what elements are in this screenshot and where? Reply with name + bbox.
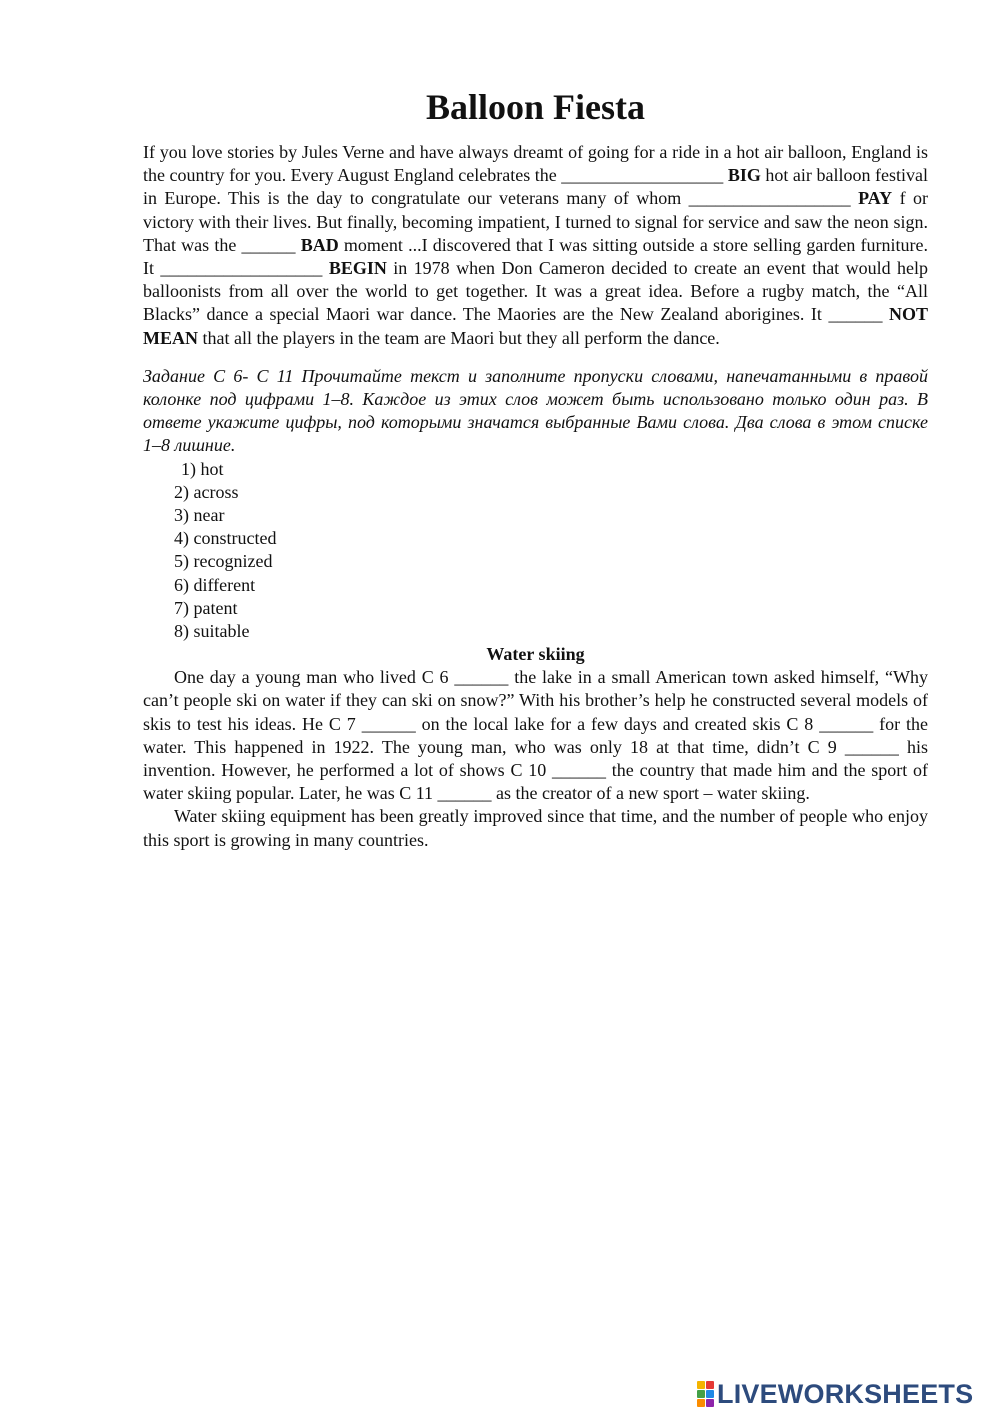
word-option: 2) across [174,481,239,502]
balloon-fiesta-title: Balloon Fiesta [425,87,645,127]
text-segment: moment ...I discovered that I was sitting outside a store selling garden furniture. It __________________ [143,234,929,279]
text-segment: f or victory with their lives. But finally, becoming impatient, I turned to signal for service and saw the neon sign. That was the ______ [143,188,928,255]
word-option: 5) recognized [174,551,273,572]
task-instructions: Задание С 6- С 11 Прочитайте текст и заполните пропуски словами, напечатанными в правой колонке под цифрами 1–8. Каждое из этих слов может быть использовано только один раз. В ответе укажите цифры, под которыми значатся выбранные Вами слова. Два слова в этом списке 1–8 лишние. [143,365,928,456]
word-option: 1) hot [181,458,224,479]
word-option: 8) suitable [174,621,250,642]
liveworksheets-logo [697,1378,973,1410]
word-option: 4) constructed [174,528,277,549]
word-options-list [143,458,928,644]
keyword-bad: BAD [300,234,339,255]
text-segment: hot air balloon festival in Europe. This is the day to congratulate our veterans many of whom __________________ [143,165,928,209]
liveworksheets-logo-text: LIVEWORKSHEETS [717,1378,974,1409]
text-segment: in 1978 when Don Cameron decided to create an event that would help balloonists from all over the world to get together. It was a great idea. Before a rugby match, the “All Blacks” dance a special Maori war dance. The Maories are the New Zealand aborigines. It ______ [143,258,928,325]
word-option: 6) different [174,574,256,595]
word-option: 3) near [174,505,225,526]
water-skiing-paragraph-1: One day a young man who lived C 6 ______ the lake in a small American town asked himself, “Why can’t people ski on water if they can ski on snow?” With his brother’s help he constructed several models of skis to test his ideas. He C 7 ______ on the local lake for a few days and created skis C 8 ______ for the water. This happened in 1922. The young man, who was only 18 at that time, didn’t C 9 ______ his invention. However, he performed a lot of shows C 10 ______ the country that made him and the sport of water skiing popular. Later, he was C 11 ______ as the creator of a new sport – water skiing. [143,667,928,804]
worksheet-page [143,87,929,852]
text-segment: If you love stories by Jules Verne and have always dreamt of going for a ride in a hot air balloon, England is the country for you. Every August England celebrates the __________________ [143,142,928,186]
keyword-pay: PAY [858,188,893,209]
water-skiing-title: Water skiing [486,644,585,665]
text-segment: that all the players in the team are Maori but they all perform the dance. [198,327,720,348]
keyword-begin: BEGIN [328,258,387,279]
word-option: 7) patent [174,597,238,618]
water-skiing-paragraph-2: Water skiing equipment has been greatly improved since that time, and the number of people who enjoy this sport is growing in many countries. [143,806,928,850]
balloon-fiesta-text [143,141,928,350]
liveworksheets-logo-icon [697,1381,714,1407]
keyword-big: BIG [727,165,761,186]
keyword-not-mean: NOT MEAN [143,304,928,348]
